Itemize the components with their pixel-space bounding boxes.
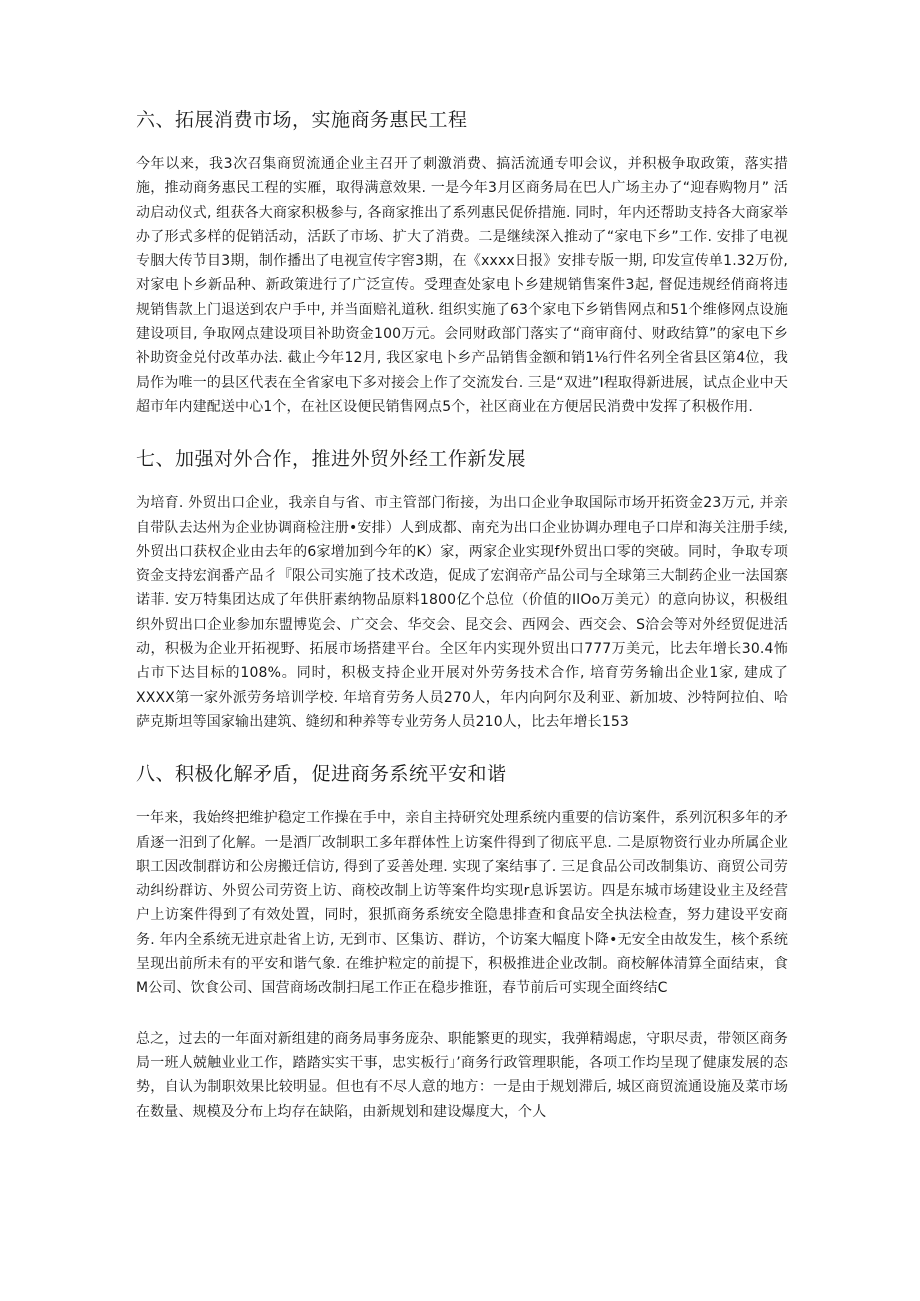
document-page <box>136 100 788 1150</box>
section-body: 为培育. 外贸出口企业，我亲自与省、市主管部门衔接，为出口企业争取国际市场开拓资金23万元, 并亲自带队去达州为企业协调商检注册•安排）人到成都、南充为出口企业协调办理电子口岸和海关注册手续, 外贸出口获权企业由去年的6家增加到今年的K）家，两家企业实现f外贸出口零的突破。同时，争取专项资金支持宏润番产品彳『限公司实施了技术改造，促成了宏润帝产品公司与全球第三大制药企业一法国寨诺菲. 安万特集团达成了年供肝素纳物品原料1800亿个总位（价值的IlOo万美元）的意向协议，积极组织外贸出口企业参加东盟博览会、广交会、华交会、昆交会、西网会、西交会、S洽会等对外经贸促进活动，积极为企业开拓视野、拓展市场搭建平台。全区年内实现外贸出口777万美元，比去年增长30.4怖占市下达目标的108%。同时，积极支持企业开展对外劳务技术合作, 培育劳务输出企业1家, 建成了XXXX第一家外派劳务培训学校. 年培育劳务人员270人，年内向阿尔及利亚、新加坡、沙特阿拉伯、哈萨克斯坦等国家输出建筑、缝纫和种养等专业劳务人员210人，比去年增长153 <box>136 495 788 730</box>
section-7 <box>136 445 788 734</box>
section-6 <box>136 106 788 419</box>
section-body: 今年以来，我3次召集商贸流通企业主召开了刺激消费、搞活流通专叩会议，并积极争取政策，落实措施，推动商务惠民工程的实雁，取得满意效果. 一是今年3月区商务局在巴人广场主办了“迎春购物月” 活动启动仪式, 组获各大商家积极参与, 各商家推出了系列惠民促侨措施. 同时，年内还帮助支持各大商家举办了形式多样的促销活动，活跃了市场、扩大了消费。二是继续深入推动了“家电下乡”工作. 安排了电视专胭大传节目3期，制作播出了电视宣传字窖3期，在《xxxx日报》安排专版一期, 印发宣传单1.32万份, 对家电卜乡新品种、新政策进行了广泛宣传。受理查处家电卜乡建规销售案件3起, 督促违规经俏商将违规销售款上门退送到农户手中, 并当面赔礼道秋. 组织实施了63个家电下乡销售网点和51个维修网点设施建设项目, 争取网点建设项目补助资金100万元。会同财政部门落实了“商审商付、财政结算”的家电下乡补助资金兑付改革办法. 截止今年12月, 我区家电卜乡产品销售金额和销1⅛行件名列全省县区第4位，我局作为唯一的县区代表在全省家电下多对接会上作了交流发台. 三是“双进”I程取得新进展，试点企业中天超市年内建配送中心1个，在社区设便民销售网点5个，社区商业在方便居民消费中发挥了积极作用. <box>136 156 788 415</box>
conclusion-paragraph: 总之，过去的一年面对新组建的商务局事务庞杂、职能繁更的现实，我弹精竭虑，守职尽责，带领区商务局一班人兢触业业工作，踏踏实实干事，忠实板行」’商务行政管理职能，各项工作均呈现了健康发展的态势，自认为制职效果比较明显。但也有不尽人意的地方：一是由于规划滞后, 城区商贸流通设施及菜市场在数量、规模及分布上均存在缺陷，由新规划和建设爆度大，个人 <box>136 1030 788 1120</box>
section-heading: 六、拓展消费市场，实施商务惠民工程 <box>136 109 468 131</box>
section-heading: 八、积极化解矛盾，促进商务系统平安和谐 <box>136 763 507 786</box>
section-body: 一年来，我始终把维护稳定工作操在手中，亲自主持研究处理系统内重要的信访案件，系列沉积多年的矛盾逐一汨到了化解。一是酒厂改制职工多年群体性上访案件得到了彻底平息. 二是原物资行业办所属企业职工因改制群访和公房搬迁信访, 得到了妥善处理. 实现了案结事了. 三足食品公司改制集访、商贸公司劳动纠纷群访、外贸公司劳资上访、商校改制上访等案件均实现r息诉罢访。四是东城市场建设业主及经营户上访案件得到了有效处置，同时，狠抓商务系统安全隐患排查和食品安全执法检查，努力建设平安商务. 年内全系统无进京赴省上访, 无到市、区集访、群访，个访案大幅度卜降•无安全由故发生，核个系统呈现出前所未有的平安和谐气象. 在维护粒定的前提下，积极推进企业改制。商校解体清算全面结束，食M公司、饮食公司、国营商场改制扫尾工作正在稳步推诳，春节前后可实现全面终结C <box>136 810 788 997</box>
section-8 <box>136 760 788 1000</box>
section-heading: 七、加强对外合作，推进外贸外经工作新发展 <box>136 448 527 471</box>
